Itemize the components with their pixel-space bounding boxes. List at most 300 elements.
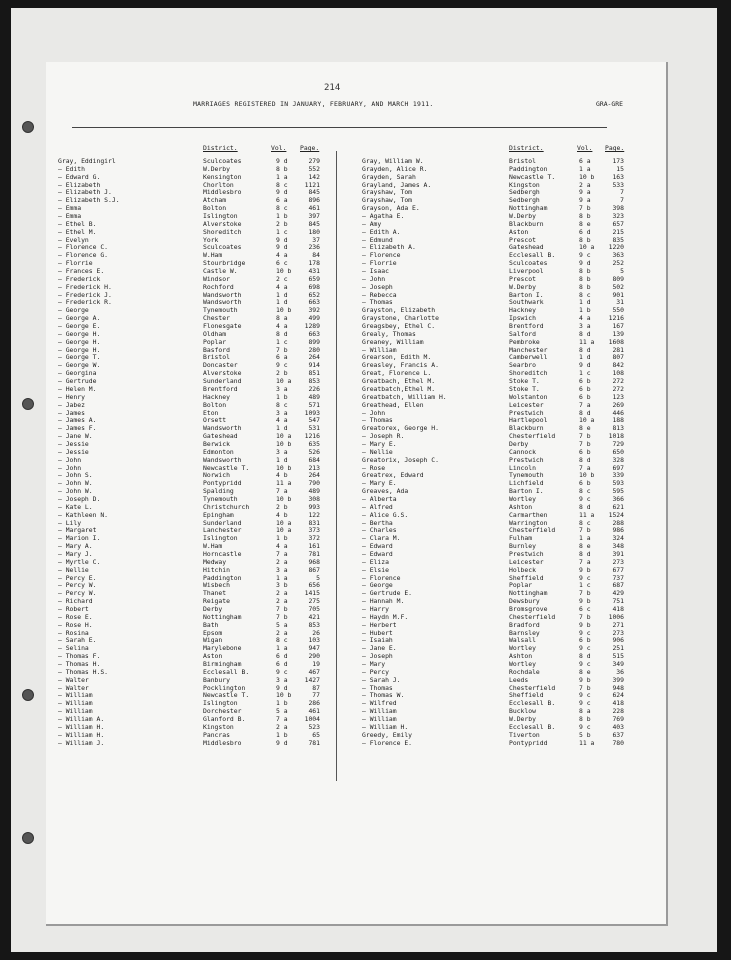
entry-page: 373 <box>308 526 320 535</box>
entry-name: — Wilfred <box>362 699 397 708</box>
entry-name: — Gertrude <box>58 377 97 386</box>
entry-page: 103 <box>308 636 320 645</box>
entry-district: Wandsworth <box>203 455 242 464</box>
district-header-right: District. <box>509 144 544 152</box>
entry-volume: 9 b <box>579 675 591 684</box>
entry-volume: 7 b <box>276 604 288 613</box>
entry-district: Doncaster <box>203 361 238 370</box>
entry-volume: 10 b <box>276 463 292 472</box>
entry-page: 142 <box>308 172 320 181</box>
entry-name: — Rebecca <box>362 290 397 299</box>
entry-district: Pontypridd <box>509 738 548 747</box>
entry-volume: 7 b <box>579 589 591 598</box>
entry-page: 363 <box>612 251 624 260</box>
entry-name: — William H. <box>362 722 409 731</box>
entry-district: Alverstoke <box>203 219 242 228</box>
entry-district: Bristol <box>203 353 230 362</box>
entry-volume: 11 a <box>579 738 595 747</box>
entry-page: 853 <box>308 620 320 629</box>
entry-district: Gateshead <box>203 432 238 441</box>
entry-volume: 4 a <box>276 282 288 291</box>
entry-district: Barton I. <box>509 290 544 299</box>
entry-volume: 7 b <box>579 612 591 621</box>
entry-volume: 9 d <box>276 235 288 244</box>
entry-district: Brentford <box>203 384 238 393</box>
entry-name: — James A. <box>58 416 97 425</box>
entry-volume: 8 e <box>579 542 591 551</box>
entry-page: 271 <box>612 620 624 629</box>
entry-district: Nottingham <box>509 204 548 213</box>
entry-district: Aston <box>203 652 223 661</box>
entry-page: 968 <box>308 557 320 566</box>
entry-volume: 2 a <box>276 722 288 731</box>
entry-page: 467 <box>308 667 320 676</box>
entry-name: — Sarah J. <box>362 675 401 684</box>
entry-page: 167 <box>612 322 624 331</box>
entry-volume: 6 b <box>579 479 591 488</box>
entry-district: Orsett <box>203 416 227 425</box>
entry-volume: 9 c <box>276 361 288 370</box>
entry-district: Sculcoates <box>509 259 548 268</box>
entry-page: 697 <box>612 463 624 472</box>
entry-name: Greathead, Ellen <box>362 400 424 409</box>
entry-page: 729 <box>612 439 624 448</box>
entry-name: Greatorix, Joseph C. <box>362 455 439 464</box>
entry-name: — Edmund <box>362 235 393 244</box>
entry-page: 392 <box>308 306 320 315</box>
entry-district: Windsor <box>203 274 230 283</box>
entry-district: Carmarthen <box>509 510 548 519</box>
entry-name: — George E. <box>58 322 101 331</box>
entry-volume: 9 c <box>276 667 288 676</box>
surname-range: GRA-GRE <box>596 100 623 108</box>
entry-district: Sculcoates <box>203 157 242 165</box>
entry-district: Wandsworth <box>203 298 242 307</box>
entry-district: Tynemouth <box>203 494 238 503</box>
entry-name: Grayston, Elizabeth <box>362 306 436 315</box>
entry-district: Wandsworth <box>203 290 242 299</box>
entry-volume: 1 c <box>276 227 288 236</box>
entry-district: Bolton <box>203 204 227 213</box>
entry-name: — Jabez <box>58 400 85 409</box>
entry-district: Wandsworth <box>203 424 242 433</box>
entry-district: Prestwich <box>509 455 544 464</box>
entry-name: — Nellie <box>362 447 393 456</box>
entry-name: — William <box>58 691 93 700</box>
entry-page: 461 <box>308 204 320 213</box>
entry-page: 122 <box>308 510 320 519</box>
entry-name: Greatbach, Ethel M. <box>362 377 436 386</box>
entry-district: Spalding <box>203 487 234 496</box>
entry-volume: 10 b <box>579 471 595 480</box>
entry-name: — Harry <box>362 604 389 613</box>
entry-name: Grayshaw, Tom <box>362 188 413 197</box>
entry-district: Marylebone <box>203 644 242 653</box>
entry-volume: 8 d <box>579 549 591 558</box>
entry-name: Grayden, Sarah <box>362 172 416 181</box>
entry-name: — Selina <box>58 644 89 653</box>
entry-name: — Ethel B. <box>58 219 97 228</box>
entry-name: — William <box>362 715 397 724</box>
entry-volume: 8 c <box>276 204 288 213</box>
entry-name: — Emma <box>58 204 82 213</box>
entry-name: — Jessie <box>58 439 89 448</box>
entry-page: 656 <box>308 581 320 590</box>
entry-volume: 5 a <box>276 620 288 629</box>
entry-name: — Rose <box>362 463 386 472</box>
entry-volume: 6 b <box>579 447 591 456</box>
entry-district: Ecclesall B. <box>509 699 556 708</box>
entry-volume: 9 d <box>276 157 288 165</box>
entry-page: 1004 <box>304 715 320 724</box>
entry-name: — James F. <box>58 424 97 433</box>
entry-name: — Sarah E. <box>58 636 97 645</box>
entry-district: Sheffield <box>509 573 544 582</box>
entry-volume: 2 a <box>276 597 288 606</box>
column-divider <box>336 151 337 781</box>
entry-district: W.Derby <box>509 282 536 291</box>
entry-name: — Alfred <box>362 502 393 511</box>
entry-volume: 10 a <box>579 243 595 252</box>
entry-page: 842 <box>612 361 624 370</box>
entry-name: — Bertha <box>362 518 393 527</box>
entry-volume: 1 a <box>276 573 288 582</box>
entry-volume: 9 d <box>276 188 288 197</box>
entry-name: — Percy W. <box>58 581 97 590</box>
entry-page: 37 <box>312 235 320 244</box>
entry-volume: 1 c <box>579 581 591 590</box>
entry-page: 226 <box>308 384 320 393</box>
entry-name: — Elizabeth S.J. <box>58 196 120 205</box>
entry-volume: 1 c <box>579 369 591 378</box>
entry-page: 657 <box>612 219 624 228</box>
entry-page: 835 <box>612 235 624 244</box>
entry-volume: 8 b <box>276 164 288 173</box>
entry-volume: 7 b <box>276 612 288 621</box>
entry-volume: 3 a <box>276 565 288 574</box>
entry-name: — Mary J. <box>58 549 93 558</box>
entry-page: 781 <box>308 738 320 747</box>
entry-name: — Emma <box>58 212 82 221</box>
entry-name: — Helen M. <box>58 384 97 393</box>
entry-district: Barnsley <box>509 628 540 637</box>
entry-page: 547 <box>308 416 320 425</box>
entry-volume: 2 a <box>276 628 288 637</box>
entry-name: Gray, William W. <box>362 157 424 165</box>
entry-volume: 8 b <box>579 212 591 221</box>
entry-district: Leicester <box>509 557 544 566</box>
entry-name: — Kathleen N. <box>58 510 109 519</box>
entry-name: — Florence E. <box>362 738 413 747</box>
entry-volume: 1 b <box>276 392 288 401</box>
entry-volume: 1 d <box>579 298 591 307</box>
binder-hole <box>22 398 34 410</box>
entry-name: — Jane W. <box>58 432 93 441</box>
entry-volume: 10 b <box>276 306 292 315</box>
entry-page: 280 <box>308 345 320 354</box>
entry-name: — Mary E. <box>362 479 397 488</box>
entry-page: 108 <box>612 369 624 378</box>
entry-district: Chesterfield <box>509 612 556 621</box>
entry-page: 1018 <box>608 432 624 441</box>
entry-name: Grayshaw, Tom <box>362 196 413 205</box>
entry-volume: 6 b <box>579 377 591 386</box>
entry-district: Blackburn <box>509 219 544 228</box>
entry-volume: 7 a <box>276 549 288 558</box>
entry-volume: 4 a <box>276 542 288 551</box>
entry-volume: 10 a <box>276 518 292 527</box>
entry-volume: 5 a <box>276 707 288 716</box>
entry-district: Ecclesall B. <box>509 722 556 731</box>
entry-volume: 1 b <box>276 699 288 708</box>
entry-district: Derby <box>203 604 223 613</box>
entry-page: 901 <box>612 290 624 299</box>
entry-volume: 7 b <box>579 683 591 692</box>
entry-name: — Henry <box>58 392 85 401</box>
entry-district: Sedbergh <box>509 188 540 197</box>
entry-page: 87 <box>312 683 320 692</box>
entry-volume: 7 b <box>579 526 591 535</box>
entry-name: — George A. <box>58 314 101 323</box>
entry-name: — William <box>362 707 397 716</box>
entry-volume: 8 e <box>579 219 591 228</box>
entry-name: — Isaac <box>362 267 389 276</box>
entry-page: 288 <box>612 518 624 527</box>
entry-volume: 1 a <box>579 534 591 543</box>
entry-page: 489 <box>308 392 320 401</box>
entry-name: — James <box>58 408 85 417</box>
entry-district: Ashton <box>509 502 533 511</box>
entry-district: Tiverton <box>509 730 540 739</box>
register-entry <box>58 740 320 748</box>
entry-volume: 3 a <box>276 384 288 393</box>
entry-volume: 10 a <box>276 377 292 386</box>
entry-district: York <box>203 235 219 244</box>
entry-name: — George <box>362 581 393 590</box>
entry-district: Pembroke <box>509 337 540 346</box>
entry-page: 635 <box>308 439 320 448</box>
entry-volume: 9 a <box>579 188 591 197</box>
entry-page: 809 <box>612 274 624 283</box>
entry-page: 499 <box>308 314 320 323</box>
entry-district: Bristol <box>509 157 536 165</box>
page-header-right: Page. <box>605 144 625 152</box>
entry-volume: 2 b <box>276 502 288 511</box>
entry-name: — Thomas H. <box>58 660 101 668</box>
entry-volume: 2 b <box>276 219 288 228</box>
entry-district: Edmonton <box>203 447 234 456</box>
entry-district: Leeds <box>509 675 529 684</box>
entry-volume: 6 b <box>579 636 591 645</box>
entry-volume: 1 a <box>276 172 288 181</box>
entry-volume: 3 a <box>276 408 288 417</box>
entry-page: 684 <box>308 455 320 464</box>
entry-name: Greatbatch, William H. <box>362 392 447 401</box>
entry-name: — John <box>362 274 386 283</box>
entry-page: 272 <box>612 384 624 393</box>
entry-volume: 4 b <box>276 510 288 519</box>
entry-name: — Frederick R. <box>58 298 112 307</box>
entry-volume: 8 c <box>276 400 288 409</box>
entry-district: Burnley <box>509 542 536 551</box>
entry-volume: 7 a <box>579 400 591 409</box>
entry-page: 5 <box>620 267 624 276</box>
entry-district: Kingston <box>203 722 234 731</box>
entry-page: 533 <box>612 180 624 189</box>
entry-name: — Percy W. <box>58 589 97 598</box>
entry-page: 781 <box>308 549 320 558</box>
entry-page: 251 <box>612 644 624 653</box>
entry-page: 286 <box>308 699 320 708</box>
entry-name: — Florence C. <box>58 243 109 252</box>
entry-district: W.Ham <box>203 251 223 260</box>
entry-name: — Jessie <box>58 447 89 456</box>
entry-page: 807 <box>612 353 624 362</box>
entry-district: Bath <box>203 620 219 629</box>
entry-volume: 9 c <box>579 722 591 731</box>
entry-volume: 1 d <box>276 455 288 464</box>
entry-district: Bromsgrove <box>509 604 548 613</box>
entry-page: 663 <box>308 298 320 307</box>
entry-name: — Georgina <box>58 369 97 378</box>
entry-district: Holbeck <box>509 565 536 574</box>
entry-page: 180 <box>308 227 320 236</box>
page-header-left: Page. <box>300 144 320 152</box>
entry-volume: 7 a <box>579 557 591 566</box>
entry-name: — William A. <box>58 715 105 724</box>
entry-name: — Marion I. <box>58 534 101 543</box>
entry-page: 348 <box>612 542 624 551</box>
entry-name: — George <box>58 306 89 315</box>
entry-volume: 9 a <box>579 196 591 205</box>
entry-name: — Agatha E. <box>362 212 405 221</box>
entry-district: Leicester <box>509 400 544 409</box>
entry-volume: 9 d <box>579 361 591 370</box>
entry-name: Greedy, Emily <box>362 730 413 739</box>
entry-name: — Frederick H. <box>58 282 112 291</box>
entry-district: Middlesbro <box>203 738 242 747</box>
entry-volume: 8 c <box>276 636 288 645</box>
entry-page: 77 <box>312 691 320 700</box>
entry-volume: 9 d <box>276 683 288 692</box>
entry-name: — Edith A. <box>362 227 401 236</box>
entry-name: Grearson, Edith M. <box>362 353 432 362</box>
entry-volume: 7 a <box>276 715 288 724</box>
entry-district: Fulham <box>509 534 533 543</box>
entry-page: 391 <box>612 549 624 558</box>
entry-name: Greatbatch,Ethel M. <box>362 384 436 393</box>
entry-name: — Kate L. <box>58 502 93 511</box>
entry-volume: 8 d <box>579 345 591 354</box>
entry-volume: 8 d <box>579 329 591 338</box>
entry-page: 751 <box>612 597 624 606</box>
entry-page: 323 <box>612 212 624 221</box>
entry-district: Newcastle T. <box>509 172 556 181</box>
entry-page: 523 <box>308 722 320 731</box>
entry-page: 1220 <box>608 243 624 252</box>
entry-district: Kensington <box>203 172 242 181</box>
entry-district: Aston <box>509 227 529 236</box>
entry-name: — Margaret <box>58 526 97 535</box>
entry-district: Middlesbro <box>203 188 242 197</box>
entry-name: Greatorex, George H. <box>362 424 439 433</box>
entry-name: — George H. <box>58 337 101 346</box>
entry-district: Newcastle T. <box>203 691 250 700</box>
entry-volume: 2 a <box>579 180 591 189</box>
entry-page: 264 <box>308 353 320 362</box>
entry-volume: 10 a <box>579 416 595 425</box>
entry-district: Rochford <box>203 282 234 291</box>
entry-name: — Edith <box>58 164 85 173</box>
entry-name: — Thomas F. <box>58 652 101 661</box>
entry-district: Tynemouth <box>509 471 544 480</box>
entry-name: — Nellie <box>58 565 89 574</box>
entry-district: Searbro <box>509 361 536 370</box>
entry-page: 677 <box>612 565 624 574</box>
entry-page: 213 <box>308 463 320 472</box>
entry-page: 397 <box>308 212 320 221</box>
entry-name: Grayland, James A. <box>362 180 432 189</box>
entry-page: 780 <box>612 738 624 747</box>
entry-name: — Clara M. <box>362 534 401 543</box>
entry-page: 737 <box>612 573 624 582</box>
entry-name: — John W. <box>58 487 93 496</box>
entry-district: Warrington <box>509 518 548 527</box>
entry-page: 163 <box>612 172 624 181</box>
entry-page: 899 <box>308 337 320 346</box>
entry-volume: 9 b <box>579 565 591 574</box>
entry-page: 339 <box>612 471 624 480</box>
entry-name: — Joseph <box>362 652 393 661</box>
entry-volume: 1 d <box>276 290 288 299</box>
entry-page: 1093 <box>304 408 320 417</box>
binder-hole <box>22 832 34 844</box>
entry-name: — Herbert <box>362 620 397 629</box>
entry-volume: 1 b <box>276 730 288 739</box>
entry-page: 418 <box>612 604 624 613</box>
entry-district: W.Derby <box>509 212 536 221</box>
entry-volume: 1 b <box>579 306 591 315</box>
entry-district: Bolton <box>203 400 227 409</box>
entry-name: — Mary A. <box>58 542 93 551</box>
entry-district: Bradford <box>509 620 540 629</box>
entry-name: — Percy E. <box>58 573 97 582</box>
entry-volume: 1 b <box>276 534 288 543</box>
entry-district: Horncastle <box>203 549 242 558</box>
entry-district: Ecclesall B. <box>203 667 250 676</box>
entry-page: 273 <box>612 628 624 637</box>
entry-name: — John S. <box>58 471 93 480</box>
entry-name: — Rosina <box>58 628 89 637</box>
entry-page: 851 <box>308 369 320 378</box>
entry-page: 1524 <box>608 510 624 519</box>
entry-district: Derby <box>509 439 529 448</box>
entry-page: 31 <box>616 298 624 307</box>
entry-district: Tynemouth <box>203 306 238 315</box>
register-entry <box>362 740 624 748</box>
entry-page: 663 <box>308 329 320 338</box>
binder-hole <box>22 689 34 701</box>
entry-volume: 8 c <box>276 180 288 189</box>
entry-volume: 9 c <box>579 251 591 260</box>
entry-page: 531 <box>308 424 320 433</box>
entry-page: 914 <box>308 361 320 370</box>
entry-volume: 9 d <box>276 738 288 747</box>
entry-name: Great, Florence L. <box>362 369 432 378</box>
entry-page: 228 <box>612 707 624 716</box>
entry-name: Greatrex, Edward <box>362 471 424 480</box>
entry-volume: 6 a <box>276 196 288 205</box>
